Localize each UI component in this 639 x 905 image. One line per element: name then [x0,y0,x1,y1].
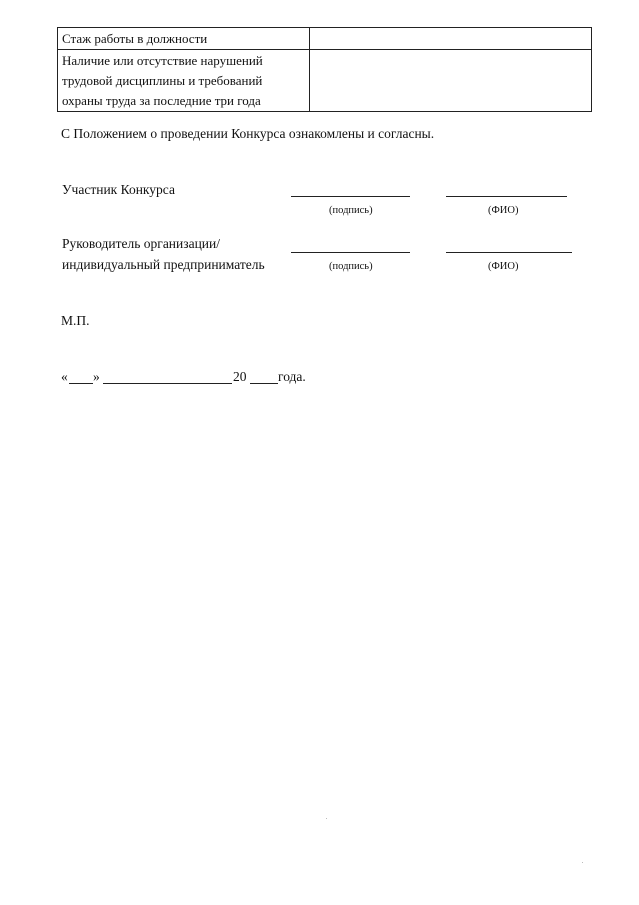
table-cell-line: охраны труда за последние три года [62,93,261,108]
manager-signature-line[interactable] [291,252,410,253]
participant-name-caption: (ФИО) [488,205,519,216]
stamp-mark: М.П. [61,313,90,328]
table-cell-line: трудовой дисциплины и требований [62,73,263,88]
participant-label: Участник Конкурса [62,182,175,197]
date-century: 20 [233,369,247,384]
manager-label-line2: индивидуальный предприниматель [62,257,265,272]
table-cell-value [310,28,592,50]
table-cell-value [310,50,592,112]
scan-speck [582,862,583,863]
date-day-line[interactable] [69,383,93,384]
participant-signature-caption: (подпись) [329,205,373,216]
info-table [57,27,592,112]
table-row [58,50,592,112]
table-cell-label [58,50,310,112]
date-month-line[interactable] [103,383,232,384]
date-close-quote: » [93,369,100,384]
manager-label-line1: Руководитель организации/ [62,236,221,251]
table-cell-line: Наличие или отсутствие нарушений [62,53,263,68]
participant-signature-line[interactable] [291,196,410,197]
date-year-line[interactable] [250,383,278,384]
agreement-text: С Положением о проведении Конкурса ознакомлены и согласны. [61,126,435,141]
manager-name-line[interactable] [446,252,572,253]
table-row [58,28,592,50]
manager-signature-caption: (подпись) [329,261,373,272]
scan-speck [326,818,327,819]
participant-name-line[interactable] [446,196,567,197]
date-open-quote: « [61,369,68,384]
table-cell-label: Стаж работы в должности [58,28,310,50]
date-suffix: года. [278,369,306,384]
manager-name-caption: (ФИО) [488,261,519,272]
